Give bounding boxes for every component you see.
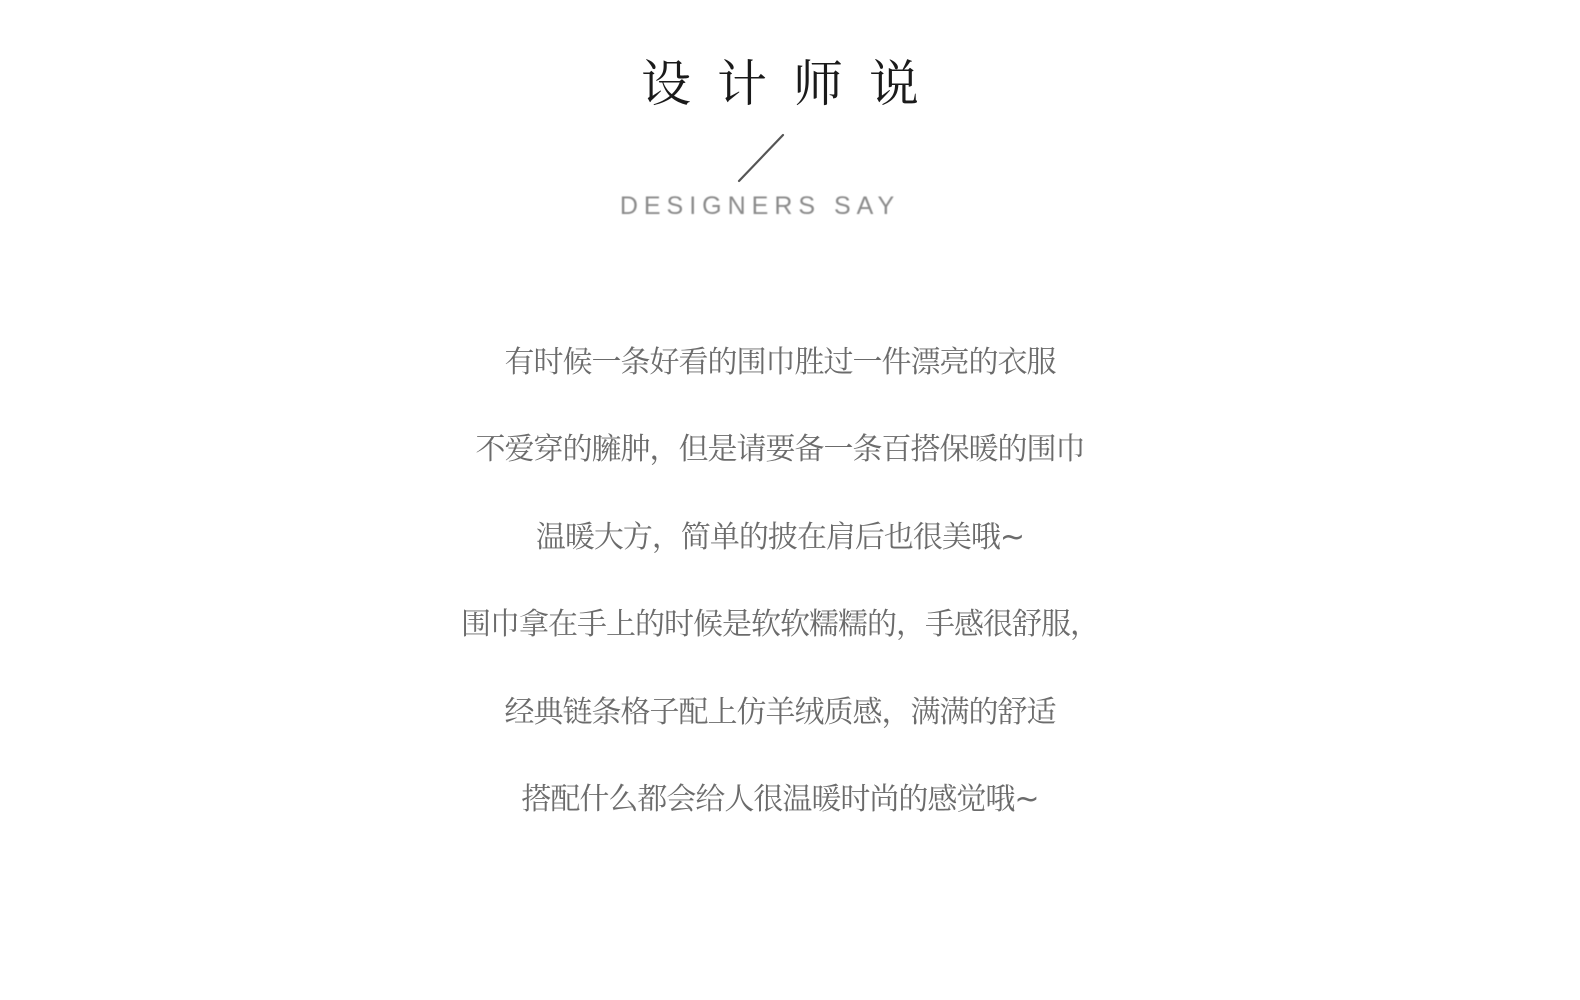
section-subtitle: DESIGNERS SAY: [619, 192, 901, 220]
designer-description: [0, 338, 1560, 862]
description-line: 搭配什么都会给人很温暖时尚的感觉哦~: [521, 781, 1039, 817]
section-header: [0, 0, 1580, 240]
description-line: 温暖大方，简单的披在肩后也很美哦~: [535, 519, 1025, 555]
description-line: 围巾拿在手上的时候是软软糯糯的，手感很舒服，: [461, 607, 1099, 643]
description-line: 有时候一条好看的围巾胜过一件漂亮的衣服: [504, 345, 1056, 380]
divider-slash: [736, 132, 786, 184]
description-line: 不爱穿的臃肿，但是请要备一条百搭保暖的围巾: [475, 432, 1085, 468]
description-line: 经典链条格子配上仿羊绒质感，满满的舒适: [504, 694, 1056, 730]
section-title: 设计师说: [641, 55, 945, 113]
